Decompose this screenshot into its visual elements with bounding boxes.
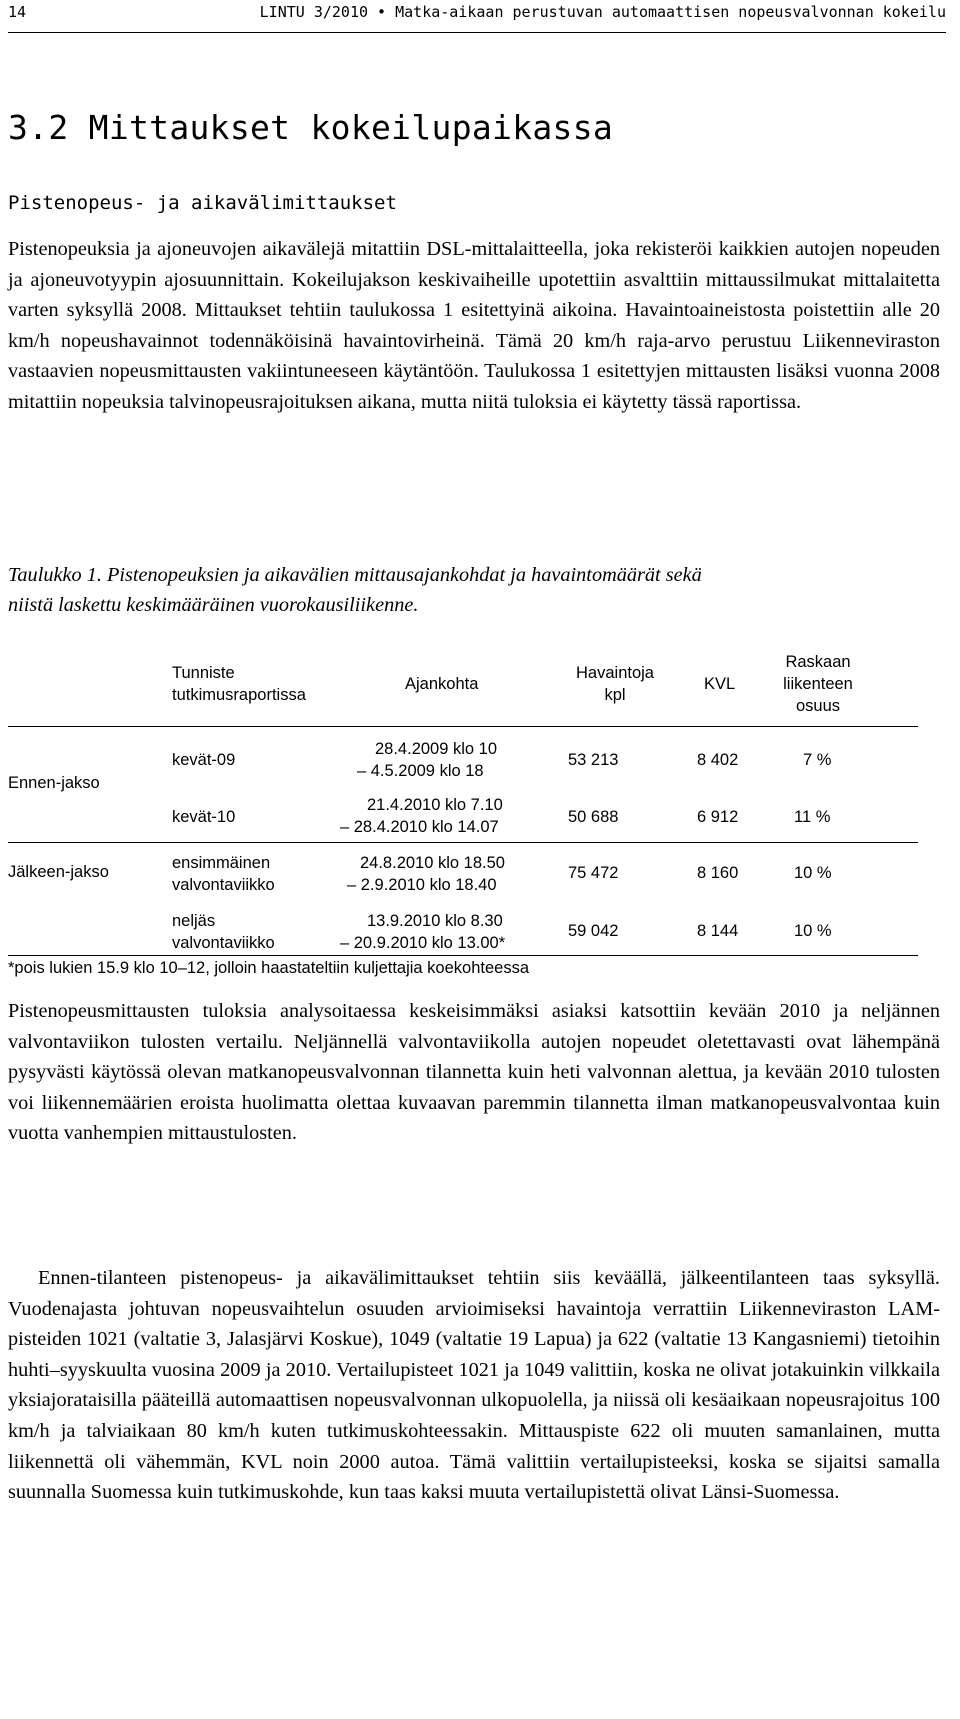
header-heavy-share: Raskaan liikenteen osuus (783, 653, 853, 715)
row-id: neljäs valvontaviikko (172, 912, 275, 952)
row-kvl: 8 144 (697, 922, 739, 940)
group-label-before: Ennen-jakso (8, 774, 100, 792)
row-observations: 50 688 (568, 808, 619, 826)
row-time-end: – 20.9.2010 klo 13.00* (340, 934, 506, 952)
paragraph-analysis: Pistenopeusmittausten tuloksia analysoitaessa keskeisimmäksi asiaksi katsottiin kevään 2010 ja neljännen valvontaviikon tulosten vertailu. Neljännellä valvontaviikolla autojen nopeudet oletettavasti ovat lähempänä pysyvästi käytössä olevan matkanopeusvalvonnan tilannetta kuin heti valvonnan alettua, ja kevään 2010 tulosten voi liikennemäärien eroista huolimatta olettaa kuvaavan paremmin tilannetta ilman matkanopeusvalvontaa kuin vuotta vanhempien mittaustulosten. (8, 1000, 940, 1145)
table-caption-line: Taulukko 1. Pistenopeuksien ja aikavälien mittausajankohdat ja havaintomäärät sekä (8, 564, 702, 586)
row-heavy-share: 10 % (794, 922, 832, 940)
header-kvl: KVL (704, 675, 736, 693)
row-time-start: 13.9.2010 klo 8.30 (367, 912, 503, 930)
section-title: 3.2 Mittaukset kokeilupaikassa (8, 108, 614, 147)
row-kvl: 6 912 (697, 808, 739, 826)
table-caption-line: niistä laskettu keskimääräinen vuorokausiliikenne. (8, 594, 419, 616)
table-caption (8, 560, 940, 620)
page-number: 14 (8, 3, 27, 21)
row-heavy-share: 10 % (794, 864, 832, 882)
row-observations: 53 213 (568, 751, 619, 769)
row-heavy-share: 7 % (803, 751, 832, 769)
row-kvl: 8 402 (697, 751, 739, 769)
header-observations: Havaintoja kpl (576, 664, 654, 704)
table-header-rule (8, 726, 918, 727)
table-footnote: *pois lukien 15.9 klo 10–12, jolloin haastateltiin kuljettajia koekohteessa (8, 959, 530, 977)
row-time-end: – 4.5.2009 klo 18 (357, 762, 484, 780)
group-label-after: Jälkeen-jakso (8, 863, 109, 881)
row-heavy-share: 11 % (794, 808, 831, 826)
row-time-start: 28.4.2009 klo 10 (375, 740, 498, 758)
row-time-end: – 2.9.2010 klo 18.40 (347, 876, 497, 894)
page-header (8, 0, 946, 33)
row-time-start: 21.4.2010 klo 7.10 (367, 796, 503, 814)
table-group-rule (8, 842, 918, 843)
header-id: Tunniste tutkimusraportissa (172, 664, 306, 704)
running-title: LINTU 3/2010 • Matka-aikaan perustuvan automaattisen nopeusvalvonnan kokeilu (259, 3, 946, 21)
row-id: ensimmäinen valvontaviikko (172, 854, 275, 894)
row-id: kevät-10 (172, 808, 236, 826)
row-kvl: 8 160 (697, 864, 739, 882)
paragraph-comparison: Ennen-tilanteen pistenopeus- ja aikavälimittaukset tehtiin siis keväällä, jälkeentilanteen taas syksyllä. Vuodenajasta johtuvan nopeusvaihtelun osuuden arvioimiseksi havaintoja verrattiin Liikenneviraston LAM-pisteiden 1021 (valtatie 3, Jalasjärvi Koskue), 1049 (valtatie 19 Lapua) ja 622 (valtatie 13 Kangasniemi) tietoihin huhti–syyskuulta vuosina 2009 ja 2010. Vertailupisteet 1021 ja 1049 valittiin, koska ne olivat jotakuinkin vilkkaila yksiajorataisilla pääteillä automaattisen nopeusvalvonnan ulkopuolella, ja niissä oli kesäaikaan nopeusrajoitus 100 km/h ja talviaikaan 80 km/h kuten tutkimuskohteessakin. Mittauspiste 622 oli muuten samanlainen, mutta liikennettä oli vähemmän, KVL noin 2000 autoa. Tämä valittiin vertailupisteeksi, koska se sijaitsi samalla suunnalla Suomessa kuin tutkimuskohde, kun taas kaksi muuta vertailupistettä olivat Länsi-Suomessa. (8, 1267, 940, 1504)
row-id: kevät-09 (172, 751, 236, 769)
row-time-end: – 28.4.2010 klo 14.07 (340, 818, 499, 836)
row-observations: 75 472 (568, 864, 619, 882)
table-bottom-rule (8, 955, 918, 956)
header-time: Ajankohta (405, 675, 479, 693)
paragraph-measurements: Pistenopeuksia ja ajoneuvojen aikavälejä mitattiin DSL-mittalaitteella, joka rekisteröi kaikkien autojen nopeuden ja ajoneuvotyypin ajosuunnittain. Kokeilujakson keskivaiheille upotettiin asvalttiin mittaussilmukat mittalaitetta varten syksyllä 2008. Mittaukset tehtiin taulukossa 1 esitettyinä aikoina. Havaintoaineistosta poistettiin alle 20 km/h nopeushavainnot todennäköisinä havaintovirheinä. Tämä 20 km/h raja-arvo perustuu Liikenneviraston vastaavien nopeusmittausten vakiintuneeseen käytäntöön. Taulukossa 1 esitettyjen mittausten lisäksi vuonna 2008 mitattiin nopeuksia talvinopeusrajoituksen aikana, mutta niitä tuloksia ei käytetty tässä raportissa. (8, 238, 940, 413)
row-observations: 59 042 (568, 922, 619, 940)
row-time-start: 24.8.2010 klo 18.50 (360, 854, 505, 872)
subheading: Pistenopeus- ja aikavälimittaukset (8, 192, 397, 214)
